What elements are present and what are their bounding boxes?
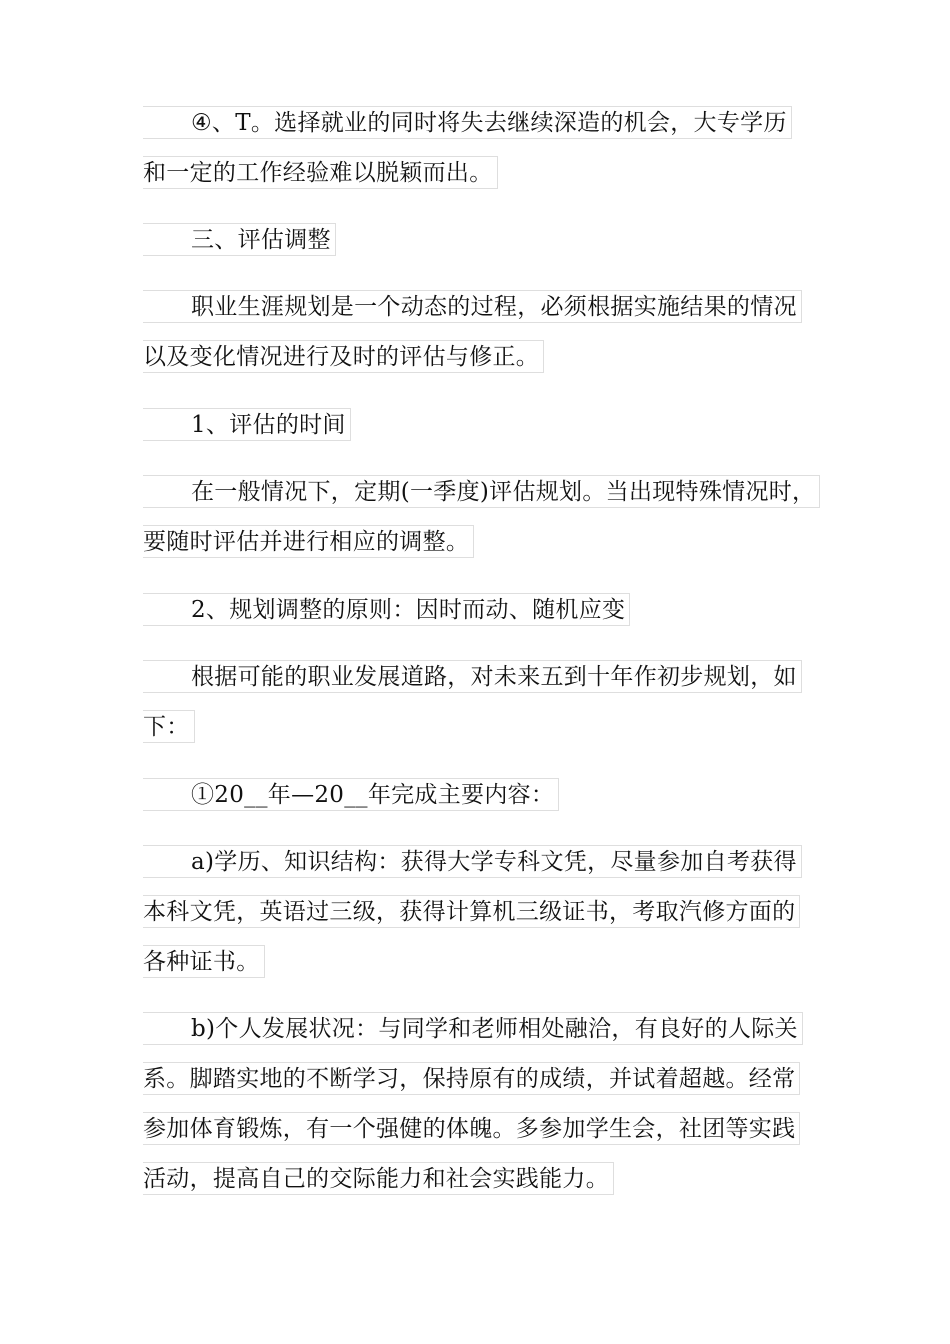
text-line: b)个人发展状况：与同学和老师相处融洽，有良好的人际关	[143, 1012, 803, 1045]
text-line: a)学历、知识结构：获得大学专科文凭，尽量参加自考获得	[143, 845, 802, 878]
text-line: ④、T。选择就业的同时将失去继续深造的机会，大专学历	[143, 106, 792, 139]
text-line: 和一定的工作经验难以脱颖而出。	[143, 156, 498, 189]
text-line: 在一般情况下，定期(一季度)评估规划。当出现特殊情况时，	[143, 475, 820, 508]
text-line: 要随时评估并进行相应的调整。	[143, 525, 474, 558]
section-heading: 三、评估调整	[143, 223, 336, 256]
text-line: 以及变化情况进行及时的评估与修正。	[143, 340, 544, 373]
text-line: 系。脚踏实地的不断学习，保持原有的成绩，并试着超越。经常	[143, 1062, 800, 1095]
subsection-heading: 2、规划调整的原则：因时而动、随机应变	[143, 593, 630, 626]
text-line: 本科文凭，英语过三级，获得计算机三级证书，考取汽修方面的	[143, 895, 800, 928]
subsection-heading: 1、评估的时间	[143, 408, 351, 441]
text-line: 根据可能的职业发展道路，对未来五到十年作初步规划，如	[143, 660, 802, 693]
text-line: 参加体育锻炼，有一个强健的体魄。多参加学生会，社团等实践	[143, 1112, 800, 1145]
text-line: 下：	[143, 710, 195, 743]
text-line: 各种证书。	[143, 945, 265, 978]
text-line: ①20__年—20__年完成主要内容：	[143, 778, 559, 811]
text-line: 职业生涯规划是一个动态的过程，必须根据实施结果的情况	[143, 290, 802, 323]
text-line: 活动，提高自己的交际能力和社会实践能力。	[143, 1162, 614, 1195]
